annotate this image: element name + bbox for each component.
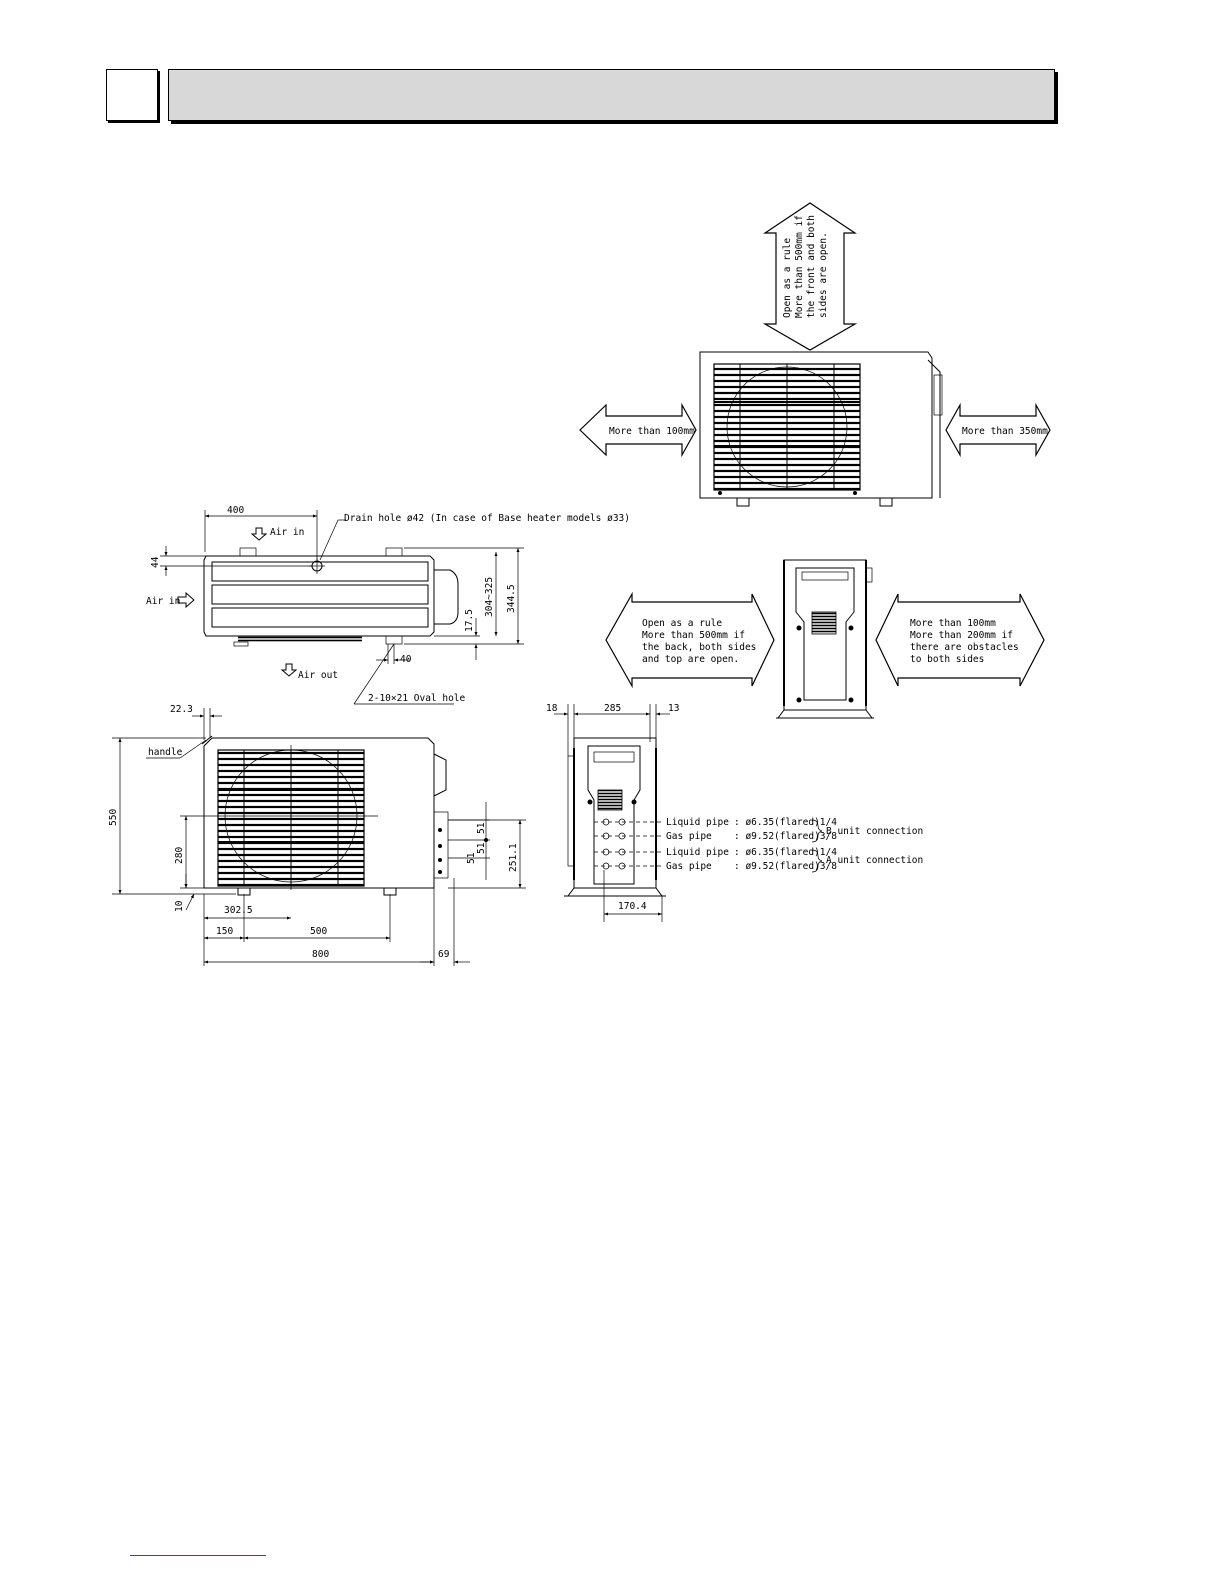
drain-hole-label: Drain hole ø42 (In case of Base heater models ø33) — [344, 513, 630, 524]
air-in-left-label: Air in — [146, 596, 181, 607]
clearance-front-view — [580, 203, 1050, 506]
pipe-2-spec: : ø9.52(flared)3/8 — [734, 831, 837, 842]
handle-label: handle — [148, 747, 183, 758]
dim-44: 44 — [150, 556, 161, 568]
front-view — [108, 704, 526, 966]
pipe-3-name: Liquid pipe — [666, 847, 729, 858]
dim-550: 550 — [108, 808, 119, 826]
clearance-side-view — [606, 560, 1044, 718]
dim-285: 285 — [604, 703, 622, 714]
sides-clearance-line-1: More than 100mm — [910, 618, 996, 629]
sides-clearance-line-4: to both sides — [910, 654, 985, 665]
top-clearance-line-2: More than 500mm if — [794, 215, 805, 318]
pipe-connections — [594, 819, 664, 869]
dim-18: 18 — [546, 703, 558, 714]
top-view — [146, 505, 630, 704]
dim-150: 150 — [216, 926, 234, 937]
dim-51-c: 51 — [466, 852, 477, 864]
dim-251-1: 251.1 — [508, 843, 519, 872]
dim-400: 400 — [227, 505, 245, 516]
dim-344-5: 344.5 — [506, 584, 517, 613]
pipe-3-spec: : ø6.35(flared)1/4 — [734, 847, 837, 858]
dim-51-a: 51 — [476, 822, 487, 834]
b-unit-connection: B unit connection — [826, 826, 924, 837]
sides-clearance-line-2: More than 200mm if — [910, 630, 1013, 641]
dim-51-b: 51 — [476, 842, 487, 854]
air-in-left-arrow — [178, 593, 194, 607]
dim-280: 280 — [174, 846, 185, 864]
dim-17-5: 17.5 — [464, 609, 475, 632]
back-clearance-line-2: More than 500mm if — [642, 630, 745, 641]
dim-10: 10 — [174, 900, 185, 912]
dim-69: 69 — [438, 949, 450, 960]
side-view — [546, 703, 923, 922]
footer-link-underline[interactable] — [130, 1555, 266, 1556]
back-clearance-line-1: Open as a rule — [642, 618, 723, 629]
pipe-2-name: Gas pipe — [666, 831, 729, 842]
air-out-arrow — [282, 664, 296, 676]
dim-13: 13 — [668, 703, 680, 714]
right-clearance-label: More than 350mm — [962, 426, 1048, 437]
air-in-top-label: Air in — [270, 527, 305, 538]
dim-304-325: 304~325 — [484, 576, 495, 617]
top-clearance-line-3: the front and both — [806, 215, 817, 318]
pipe-1-name: Liquid pipe — [666, 817, 729, 828]
dim-800: 800 — [312, 949, 330, 960]
top-clearance-line-4: sides are open. — [818, 232, 829, 318]
dim-40: 40 — [400, 654, 412, 665]
air-out-label: Air out — [298, 670, 339, 681]
dim-170-4: 170.4 — [618, 901, 647, 912]
pipe-4-name: Gas pipe — [666, 861, 729, 872]
left-clearance-label: More than 100mm — [609, 426, 695, 437]
pipe-4-spec: : ø9.52(flared)3/8 — [734, 861, 837, 872]
pipe-1-spec: : ø6.35(flared)1/4 — [734, 817, 837, 828]
back-clearance-line-3: the back, both sides — [642, 642, 757, 653]
oval-hole-label: 2-10×21 Oval hole — [368, 693, 466, 704]
dim-302-5: 302.5 — [224, 905, 253, 916]
back-clearance-line-4: and top are open. — [642, 654, 740, 665]
dim-22-3: 22.3 — [170, 704, 193, 715]
sides-clearance-line-3: there are obstacles — [910, 642, 1019, 653]
dim-500: 500 — [310, 926, 328, 937]
top-clearance-line-1: Open as a rule — [782, 237, 793, 318]
a-unit-connection: A unit connection — [826, 855, 924, 866]
air-in-top-arrow — [252, 528, 266, 540]
